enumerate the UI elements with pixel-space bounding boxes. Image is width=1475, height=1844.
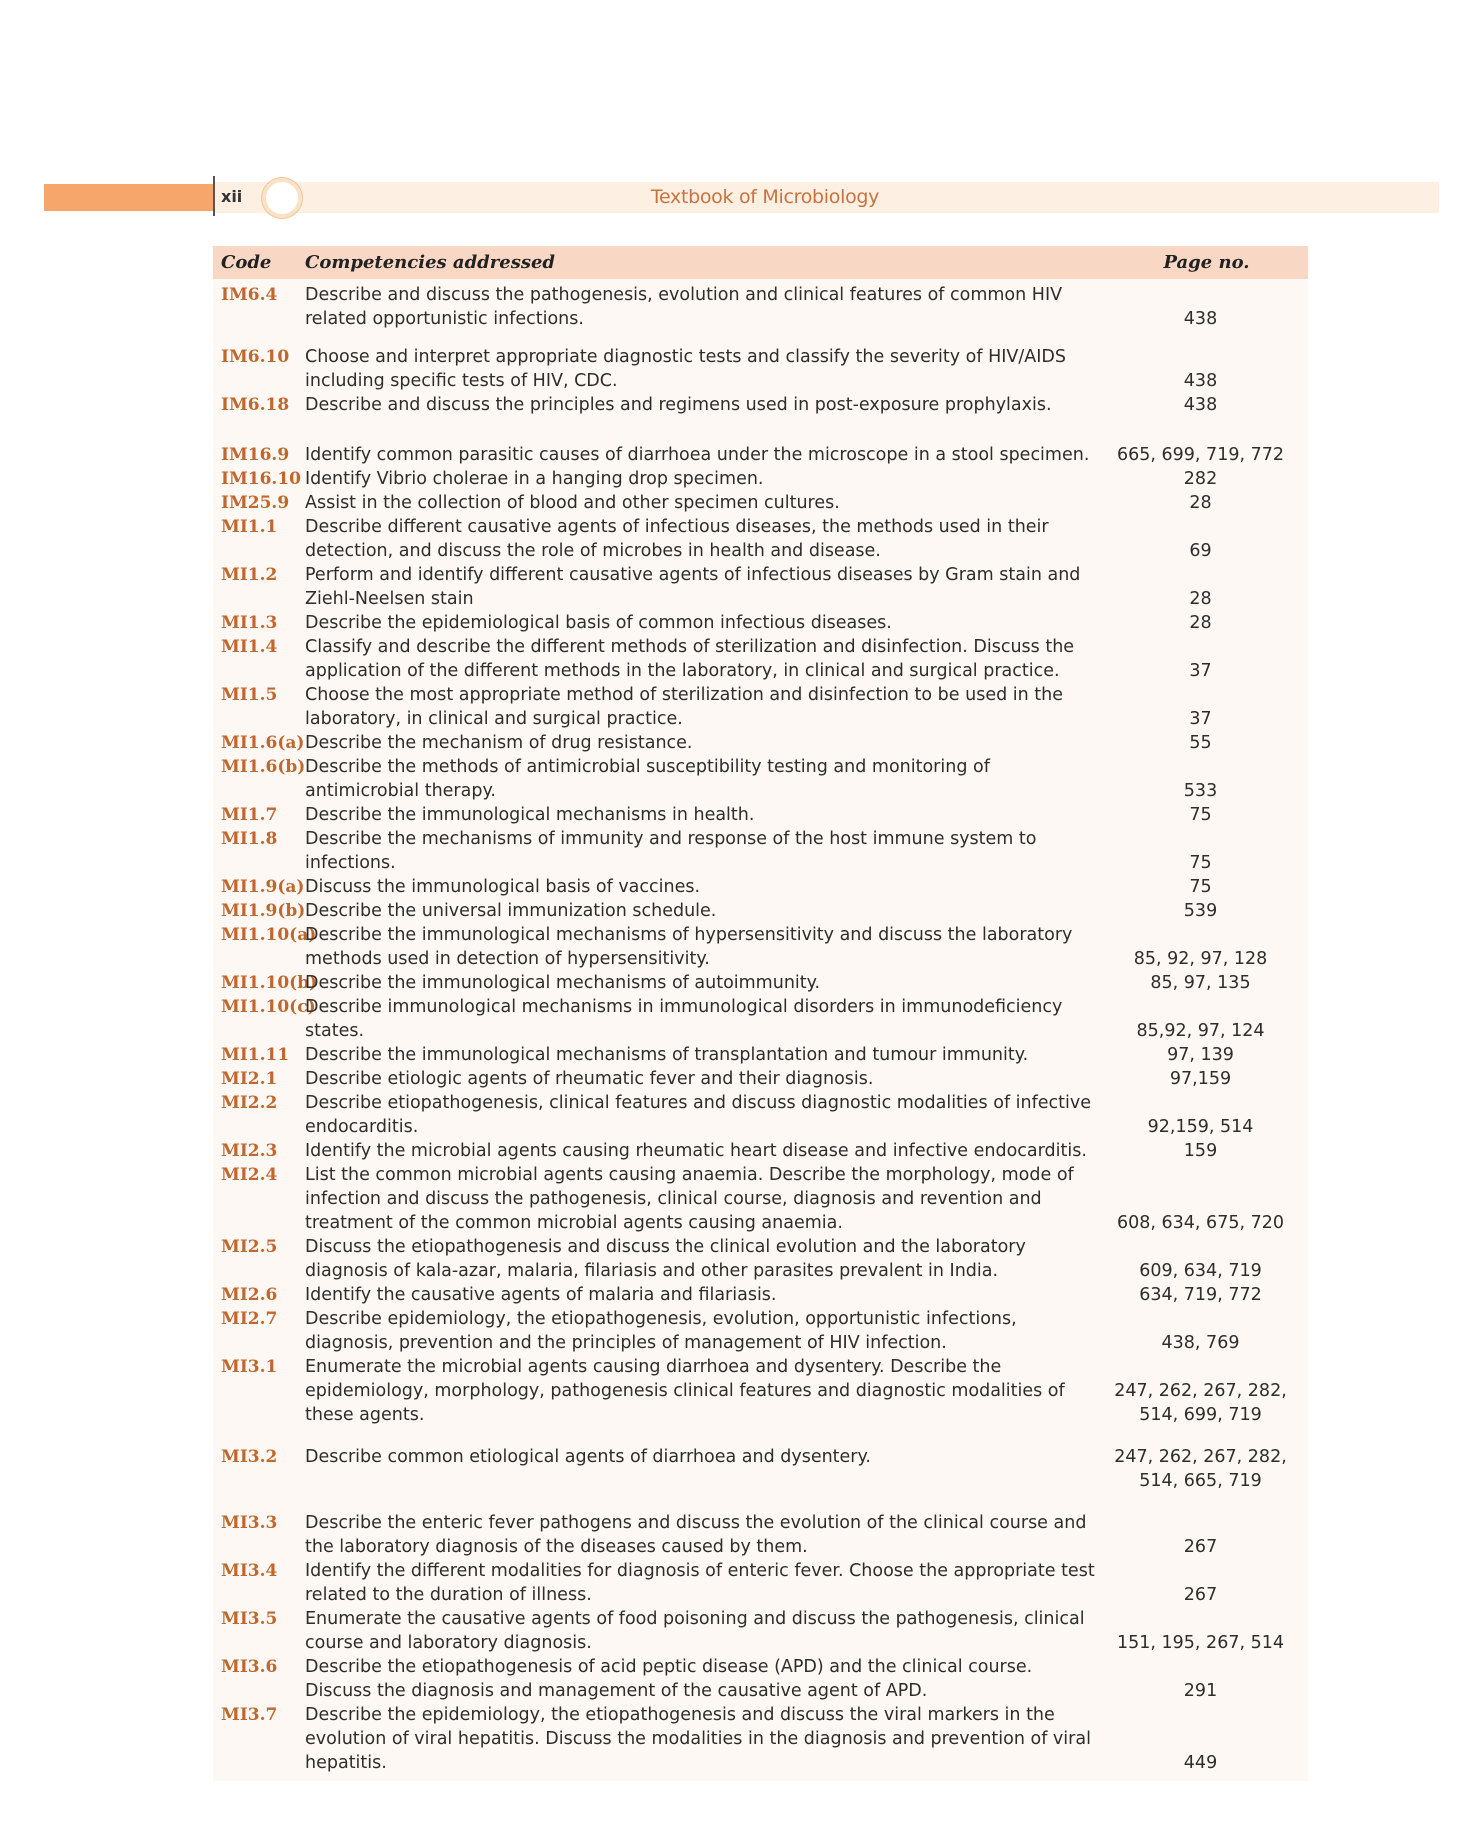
competency-description: Identify the different modalities for diagnosis of enteric fever. Choose the appropriate test related to the duration of illness. — [305, 1561, 1095, 1605]
competency-code: MI1.5 — [221, 685, 278, 705]
table-row — [213, 875, 1308, 899]
header-page: Page no. — [1163, 252, 1250, 273]
table-body — [213, 279, 1308, 1781]
header-competencies: Competencies addressed — [305, 252, 555, 273]
table-row — [213, 899, 1308, 923]
competency-code: MI3.3 — [221, 1513, 278, 1533]
page-numbers: 75 — [1189, 805, 1212, 825]
competency-description: Describe and discuss the pathogenesis, evolution and clinical features of common HIV related opportunistic infections. — [305, 285, 1063, 329]
competency-code: IM16.10 — [221, 469, 302, 489]
competency-description: Describe different causative agents of infectious diseases, the methods used in their detection, and discuss the role of microbes in health and disease. — [305, 517, 1049, 561]
competency-description: List the common microbial agents causing anaemia. Describe the morphology, mode of infection and discuss the pathogenesis, clinical course, diagnosis and revention and treatment of the common microbial agents causing anaemia. — [305, 1165, 1074, 1233]
table-row — [213, 443, 1308, 467]
table-row — [213, 635, 1308, 683]
competency-code: IM6.10 — [221, 347, 290, 367]
competency-code: MI1.2 — [221, 565, 278, 585]
competency-description: Describe the universal immunization schedule. — [305, 901, 717, 921]
page-numbers: 151, 195, 267, 514 — [1117, 1633, 1284, 1653]
table-row — [213, 611, 1308, 635]
table-row — [213, 393, 1308, 417]
competency-description: Discuss the etiopathogenesis and discuss the clinical evolution and the laboratory diagnosis of kala-azar, malaria, filariasis and other parasites prevalent in India. — [305, 1237, 1026, 1281]
page-numbers: 92,159, 514 — [1147, 1117, 1254, 1137]
competency-code: MI2.7 — [221, 1309, 278, 1329]
competency-description: Describe the immunological mechanisms of autoimmunity. — [305, 973, 821, 993]
competency-code: MI1.10(c) — [221, 997, 316, 1017]
competency-description: Describe the etiopathogenesis of acid peptic disease (APD) and the clinical course. Discuss the diagnosis and management of the causative agent of APD. — [305, 1657, 1033, 1701]
competency-description: Choose and interpret appropriate diagnostic tests and classify the severity of HIV/AIDS including specific tests of HIV, CDC. — [305, 347, 1067, 391]
competency-description: Identify common parasitic causes of diarrhoea under the microscope in a stool specimen. — [305, 445, 1090, 465]
header-code: Code — [221, 252, 272, 273]
competency-code: IM16.9 — [221, 445, 290, 465]
competency-description: Discuss the immunological basis of vaccines. — [305, 877, 701, 897]
competency-description: Describe the epidemiology, the etiopathogenesis and discuss the viral markers in the evolution of viral hepatitis. Discuss the modalities in the diagnosis and prevention of viral hepatitis. — [305, 1705, 1091, 1773]
competency-description: Enumerate the microbial agents causing diarrhoea and dysentery. Describe the epidemiology, morphology, pathogenesis clinical features and diagnostic modalities of these agents. — [305, 1357, 1065, 1425]
page-numbers: 609, 634, 719 — [1139, 1261, 1262, 1281]
table-row — [213, 1307, 1308, 1355]
page-numbers: 97,159 — [1169, 1069, 1232, 1089]
page-numbers: 55 — [1189, 733, 1212, 753]
competency-description: Describe the immunological mechanisms in health. — [305, 805, 755, 825]
competency-code: MI1.9(a) — [221, 877, 305, 897]
table-row — [213, 827, 1308, 875]
competency-table — [213, 246, 1308, 1781]
competency-description: Assist in the collection of blood and other specimen cultures. — [305, 493, 840, 513]
table-row — [213, 283, 1308, 331]
competency-code: MI1.6(a) — [221, 733, 305, 753]
competency-description: Describe etiopathogenesis, clinical features and discuss diagnostic modalities of infective endocarditis. — [305, 1093, 1092, 1137]
page-numbers: 438 — [1183, 309, 1218, 329]
table-row — [213, 1283, 1308, 1307]
competency-description: Identify the causative agents of malaria and filariasis. — [305, 1285, 777, 1305]
competency-code: MI2.5 — [221, 1237, 278, 1257]
running-title: Textbook of Microbiology — [650, 186, 880, 208]
page-numbers: 267 — [1183, 1585, 1218, 1605]
competency-code: MI3.6 — [221, 1657, 278, 1677]
competency-description: Describe epidemiology, the etiopathogenesis, evolution, opportunistic infections, diagnosis, prevention and the principles of management of HIV infection. — [305, 1309, 1017, 1353]
table-row — [213, 491, 1308, 515]
competency-description: Identify Vibrio cholerae in a hanging drop specimen. — [305, 469, 764, 489]
table-row — [213, 563, 1308, 611]
competency-description: Perform and identify different causative agents of infectious diseases by Gram stain and Ziehl-Neelsen stain — [305, 565, 1081, 609]
competency-description: Describe the methods of antimicrobial susceptibility testing and monitoring of antimicrobial therapy. — [305, 757, 990, 801]
competency-code: MI1.10(b) — [221, 973, 318, 993]
table-row — [213, 731, 1308, 755]
competency-description: Describe the mechanisms of immunity and response of the host immune system to infections. — [305, 829, 1037, 873]
competency-code: MI2.3 — [221, 1141, 278, 1161]
competency-code: MI2.2 — [221, 1093, 278, 1113]
table-row — [213, 755, 1308, 803]
page-numbers: 97, 139 — [1167, 1045, 1234, 1065]
competency-description: Describe the immunological mechanisms of hypersensitivity and discuss the laboratory methods used in detection of hypersensitivity. — [305, 925, 1073, 969]
table-row — [213, 345, 1308, 393]
page-numbers: 282 — [1183, 469, 1218, 489]
competency-code: MI3.7 — [221, 1705, 278, 1725]
competency-code: IM6.4 — [221, 285, 278, 305]
competency-code: IM25.9 — [221, 493, 290, 513]
page-numbers: 608, 634, 675, 720 — [1117, 1213, 1284, 1233]
competency-description: Choose the most appropriate method of sterilization and disinfection to be used in the laboratory, in clinical and surgical practice. — [305, 685, 1063, 729]
page-numbers: 85, 97, 135 — [1150, 973, 1251, 993]
table-row — [213, 1235, 1308, 1283]
competency-code: MI1.9(b) — [221, 901, 306, 921]
competency-description: Enumerate the causative agents of food poisoning and discuss the pathogenesis, clinical course and laboratory diagnosis. — [305, 1609, 1085, 1653]
competency-code: MI1.1 — [221, 517, 278, 537]
page-numbers: 291 — [1183, 1681, 1218, 1701]
competency-code: MI2.4 — [221, 1165, 278, 1185]
table-row — [213, 1067, 1308, 1091]
page-numbers: 28 — [1189, 493, 1212, 513]
table-row — [213, 1445, 1308, 1493]
competency-code: MI3.5 — [221, 1609, 278, 1629]
page-numbers: 634, 719, 772 — [1139, 1285, 1262, 1305]
competency-code: MI1.8 — [221, 829, 278, 849]
page-numbers: 665, 699, 719, 772 — [1117, 445, 1284, 465]
table-row — [213, 515, 1308, 563]
competency-code: MI1.11 — [221, 1045, 290, 1065]
page-numbers: 69 — [1189, 541, 1212, 561]
competency-description: Describe immunological mechanisms in immunological disorders in immunodeficiency states. — [305, 997, 1063, 1041]
table-row — [213, 1139, 1308, 1163]
table-row — [213, 1355, 1308, 1427]
competency-code: MI1.7 — [221, 805, 278, 825]
page-numbers: 449 — [1183, 1753, 1218, 1773]
page-numbers: 75 — [1189, 877, 1212, 897]
table-row — [213, 467, 1308, 491]
competency-description: Describe the immunological mechanisms of transplantation and tumour immunity. — [305, 1045, 1029, 1065]
competency-code: MI1.10(a) — [221, 925, 317, 945]
competency-code: MI3.1 — [221, 1357, 278, 1377]
table-row — [213, 1043, 1308, 1067]
competency-code: MI1.4 — [221, 637, 278, 657]
page-numbers: 85,92, 97, 124 — [1136, 1021, 1265, 1041]
table-row — [213, 1511, 1308, 1559]
competency-code: MI1.6(b) — [221, 757, 306, 777]
competency-code: MI2.1 — [221, 1069, 278, 1089]
table-header — [213, 246, 1308, 279]
table-row — [213, 1163, 1308, 1235]
table-row — [213, 803, 1308, 827]
competency-description: Classify and describe the different methods of sterilization and disinfection. Discuss the application of the different methods in the laboratory, in clinical and surgical practice. — [305, 637, 1075, 681]
competency-description: Describe etiologic agents of rheumatic fever and their diagnosis. — [305, 1069, 874, 1089]
table-row — [213, 683, 1308, 731]
table-row — [213, 1607, 1308, 1655]
competency-description: Describe the mechanism of drug resistance. — [305, 733, 693, 753]
page-numbers: 37 — [1189, 709, 1212, 729]
competency-description: Describe the enteric fever pathogens and discuss the evolution of the clinical course and the laboratory diagnosis of the diseases caused by them. — [305, 1513, 1087, 1557]
page-numbers: 28 — [1189, 613, 1212, 633]
table-row — [213, 995, 1308, 1043]
page-numbers: 85, 92, 97, 128 — [1133, 949, 1268, 969]
page-numbers: 438 — [1183, 395, 1218, 415]
page-numbers: 267 — [1183, 1537, 1218, 1557]
competency-code: MI1.3 — [221, 613, 278, 633]
table-row — [213, 971, 1308, 995]
page-numbers: 438 — [1183, 371, 1218, 391]
page-numbers: 247, 262, 267, 282, 514, 665, 719 — [1114, 1447, 1287, 1491]
page-numbers: 159 — [1183, 1141, 1218, 1161]
table-row — [213, 1655, 1308, 1703]
page-numbers: 438, 769 — [1161, 1333, 1240, 1353]
competency-code: MI3.4 — [221, 1561, 278, 1581]
table-row — [213, 923, 1308, 971]
competency-code: MI3.2 — [221, 1447, 278, 1467]
page-numbers: 533 — [1183, 781, 1218, 801]
table-row — [213, 1703, 1308, 1775]
page-numbers: 75 — [1189, 853, 1212, 873]
table-row — [213, 1091, 1308, 1139]
competency-description: Identify the microbial agents causing rheumatic heart disease and infective endocarditis. — [305, 1141, 1087, 1161]
page-numbers: 37 — [1189, 661, 1212, 681]
competency-description: Describe the epidemiological basis of common infectious diseases. — [305, 613, 892, 633]
page-numbers: 247, 262, 267, 282, 514, 699, 719 — [1114, 1381, 1287, 1425]
competency-code: MI2.6 — [221, 1285, 278, 1305]
page-numbers: 28 — [1189, 589, 1212, 609]
competency-description: Describe common etiological agents of diarrhoea and dysentery. — [305, 1447, 871, 1467]
table-row — [213, 1559, 1308, 1607]
page-number: xii — [221, 187, 243, 206]
competency-description: Describe and discuss the principles and regimens used in post-exposure prophylaxis. — [305, 395, 1052, 415]
page-numbers: 539 — [1183, 901, 1218, 921]
competency-code: IM6.18 — [221, 395, 290, 415]
